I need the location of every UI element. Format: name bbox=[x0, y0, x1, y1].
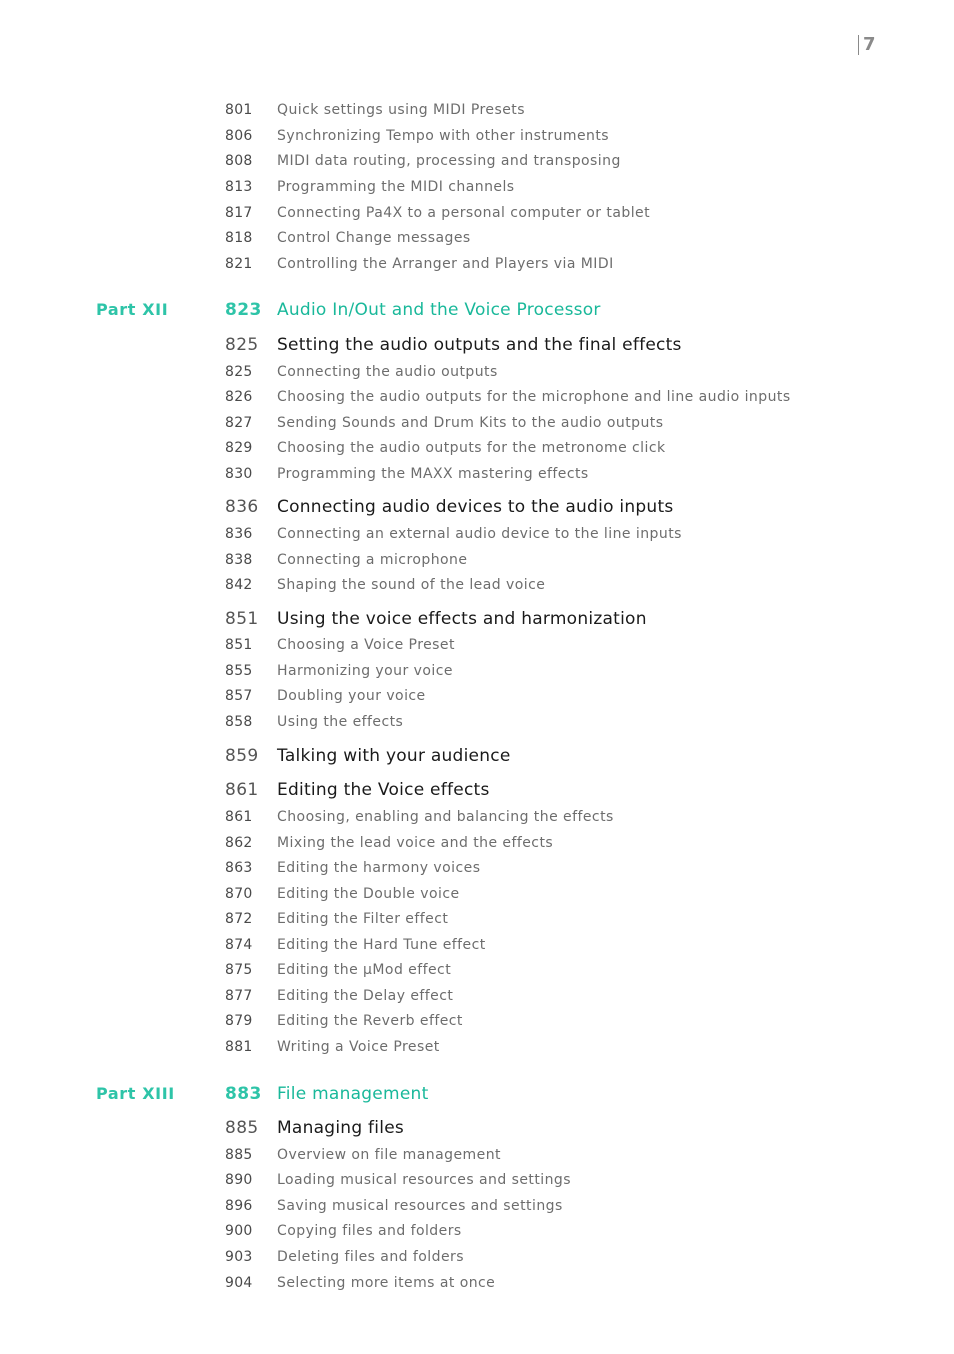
entry-title: Connecting the audio outputs bbox=[277, 364, 498, 380]
page-ref: 885 bbox=[225, 1147, 253, 1163]
page-ref: 817 bbox=[225, 205, 253, 221]
toc-entry[interactable] bbox=[0, 226, 954, 250]
page-ref: 904 bbox=[225, 1275, 253, 1291]
page-ref: 883 bbox=[225, 1084, 262, 1104]
entry-title: Talking with your audience bbox=[277, 746, 511, 766]
page-ref: 836 bbox=[225, 526, 253, 542]
toc-entry[interactable] bbox=[0, 1194, 954, 1218]
toc-entry[interactable] bbox=[0, 907, 954, 931]
toc-entry[interactable] bbox=[0, 1271, 954, 1295]
toc-entry[interactable] bbox=[0, 1245, 954, 1269]
entry-title: Choosing, enabling and balancing the effects bbox=[277, 809, 614, 825]
page-ref: 870 bbox=[225, 886, 253, 902]
entry-title: Using the effects bbox=[277, 714, 404, 730]
page-ref: 885 bbox=[225, 1118, 259, 1138]
entry-title: File management bbox=[277, 1084, 429, 1104]
toc-entry[interactable] bbox=[0, 436, 954, 460]
toc-entry[interactable] bbox=[0, 933, 954, 957]
toc-entry[interactable] bbox=[0, 252, 954, 276]
entry-title: Writing a Voice Preset bbox=[277, 1039, 440, 1055]
page-ref: 881 bbox=[225, 1039, 253, 1055]
entry-title: Control Change messages bbox=[277, 230, 471, 246]
toc-entry[interactable] bbox=[0, 1143, 954, 1167]
part-label: Part XII bbox=[96, 300, 169, 319]
toc-entry[interactable] bbox=[0, 573, 954, 597]
page-ref: 836 bbox=[225, 497, 259, 517]
entry-title: Editing the Delay effect bbox=[277, 988, 454, 1004]
page-ref: 890 bbox=[225, 1172, 253, 1188]
entry-title: Editing the Double voice bbox=[277, 886, 460, 902]
page-ref: 896 bbox=[225, 1198, 253, 1214]
page-ref: 808 bbox=[225, 153, 253, 169]
entry-title: Selecting more items at once bbox=[277, 1275, 496, 1291]
entry-title: Connecting an external audio device to the line inputs bbox=[277, 526, 682, 542]
entry-title: Choosing the audio outputs for the metronome click bbox=[277, 440, 666, 456]
page-ref: 858 bbox=[225, 714, 253, 730]
entry-title: Connecting a microphone bbox=[277, 552, 468, 568]
page-ref: 826 bbox=[225, 389, 253, 405]
entry-title: Loading musical resources and settings bbox=[277, 1172, 572, 1188]
entry-title: Programming the MIDI channels bbox=[277, 179, 515, 195]
page-ref: 801 bbox=[225, 102, 253, 118]
page-ref: 855 bbox=[225, 663, 253, 679]
page-ref: 874 bbox=[225, 937, 253, 953]
entry-title: Editing the harmony voices bbox=[277, 860, 481, 876]
page-ref: 830 bbox=[225, 466, 253, 482]
page-ref: 851 bbox=[225, 637, 253, 653]
page-ref: 903 bbox=[225, 1249, 253, 1265]
entry-title: Managing files bbox=[277, 1118, 405, 1138]
page-ref: 861 bbox=[225, 780, 259, 800]
toc-section-entry[interactable] bbox=[0, 744, 954, 768]
toc-section-entry[interactable] bbox=[0, 607, 954, 631]
entry-title: Deleting files and folders bbox=[277, 1249, 464, 1265]
page-ref: 872 bbox=[225, 911, 253, 927]
page-ref: 827 bbox=[225, 415, 253, 431]
page-ref: 900 bbox=[225, 1223, 253, 1239]
toc-section-entry[interactable] bbox=[0, 1116, 954, 1140]
page-ref: 825 bbox=[225, 335, 259, 355]
entry-title: Synchronizing Tempo with other instruments bbox=[277, 128, 610, 144]
toc-entry[interactable] bbox=[0, 360, 954, 384]
toc-part-entry[interactable] bbox=[0, 1082, 954, 1106]
page-number-value: 7 bbox=[863, 34, 876, 55]
page-ref: 821 bbox=[225, 256, 253, 272]
toc-entry[interactable] bbox=[0, 684, 954, 708]
page-ref: 877 bbox=[225, 988, 253, 1004]
entry-title: Editing the Voice effects bbox=[277, 780, 490, 800]
page-ref: 859 bbox=[225, 746, 259, 766]
entry-title: Connecting audio devices to the audio inputs bbox=[277, 497, 674, 517]
toc-entry[interactable] bbox=[0, 1168, 954, 1192]
entry-title: Doubling your voice bbox=[277, 688, 426, 704]
page-ref: 829 bbox=[225, 440, 253, 456]
page-ref: 879 bbox=[225, 1013, 253, 1029]
page-ref: 813 bbox=[225, 179, 253, 195]
toc-entry[interactable] bbox=[0, 98, 954, 122]
entry-title: Mixing the lead voice and the effects bbox=[277, 835, 554, 851]
entry-title: Editing the Hard Tune effect bbox=[277, 937, 486, 953]
entry-title: Overview on file management bbox=[277, 1147, 501, 1163]
page-ref: 842 bbox=[225, 577, 253, 593]
toc-entry[interactable] bbox=[0, 548, 954, 572]
page-ref: 825 bbox=[225, 364, 253, 380]
entry-title: Editing the µMod effect bbox=[277, 962, 452, 978]
page-ref: 861 bbox=[225, 809, 253, 825]
entry-title: Using the voice effects and harmonization bbox=[277, 609, 647, 629]
toc-entry[interactable] bbox=[0, 882, 954, 906]
toc-entry[interactable] bbox=[0, 411, 954, 435]
page-ref: 851 bbox=[225, 609, 259, 629]
page-ref: 806 bbox=[225, 128, 253, 144]
entry-title: Quick settings using MIDI Presets bbox=[277, 102, 525, 118]
toc-entry[interactable] bbox=[0, 1009, 954, 1033]
toc-entry[interactable] bbox=[0, 385, 954, 409]
toc-entry[interactable] bbox=[0, 175, 954, 199]
toc-entry[interactable] bbox=[0, 633, 954, 657]
toc-entry[interactable] bbox=[0, 805, 954, 829]
entry-title: Shaping the sound of the lead voice bbox=[277, 577, 546, 593]
page-ref: 863 bbox=[225, 860, 253, 876]
toc-entry[interactable] bbox=[0, 149, 954, 173]
entry-title: Audio In/Out and the Voice Processor bbox=[277, 300, 601, 320]
entry-title: Saving musical resources and settings bbox=[277, 1198, 563, 1214]
entry-title: Choosing the audio outputs for the microphone and line audio inputs bbox=[277, 389, 791, 405]
page-ref: 818 bbox=[225, 230, 253, 246]
toc-entry[interactable] bbox=[0, 958, 954, 982]
entry-title: Copying files and folders bbox=[277, 1223, 462, 1239]
entry-title: Harmonizing your voice bbox=[277, 663, 453, 679]
toc-entry[interactable] bbox=[0, 522, 954, 546]
toc-entry[interactable] bbox=[0, 659, 954, 683]
toc-part-entry[interactable] bbox=[0, 298, 954, 322]
entry-title: Programming the MAXX mastering effects bbox=[277, 466, 589, 482]
entry-title: Connecting Pa4X to a personal computer or tablet bbox=[277, 205, 651, 221]
entry-title: Editing the Reverb effect bbox=[277, 1013, 463, 1029]
toc-section-entry[interactable] bbox=[0, 778, 954, 802]
entry-title: Editing the Filter effect bbox=[277, 911, 449, 927]
entry-title: Choosing a Voice Preset bbox=[277, 637, 455, 653]
page-ref: 857 bbox=[225, 688, 253, 704]
entry-title: Controlling the Arranger and Players via MIDI bbox=[277, 256, 614, 272]
part-label: Part XIII bbox=[96, 1084, 175, 1103]
toc-entry[interactable] bbox=[0, 831, 954, 855]
page-ref: 838 bbox=[225, 552, 253, 568]
toc-entry[interactable] bbox=[0, 1219, 954, 1243]
page-ref: 875 bbox=[225, 962, 253, 978]
entry-title: Sending Sounds and Drum Kits to the audio outputs bbox=[277, 415, 664, 431]
entry-title: Setting the audio outputs and the final effects bbox=[277, 335, 682, 355]
entry-title: MIDI data routing, processing and transposing bbox=[277, 153, 621, 169]
toc-entry[interactable] bbox=[0, 201, 954, 225]
toc-section-entry[interactable] bbox=[0, 333, 954, 357]
toc-entry[interactable] bbox=[0, 1035, 954, 1059]
toc-entry[interactable] bbox=[0, 710, 954, 734]
toc-entry[interactable] bbox=[0, 984, 954, 1008]
toc-section-entry[interactable] bbox=[0, 495, 954, 519]
page-ref: 823 bbox=[225, 300, 262, 320]
toc-entry[interactable] bbox=[0, 462, 954, 486]
page-ref: 862 bbox=[225, 835, 253, 851]
toc-entry[interactable] bbox=[0, 856, 954, 880]
toc-entry[interactable] bbox=[0, 124, 954, 148]
